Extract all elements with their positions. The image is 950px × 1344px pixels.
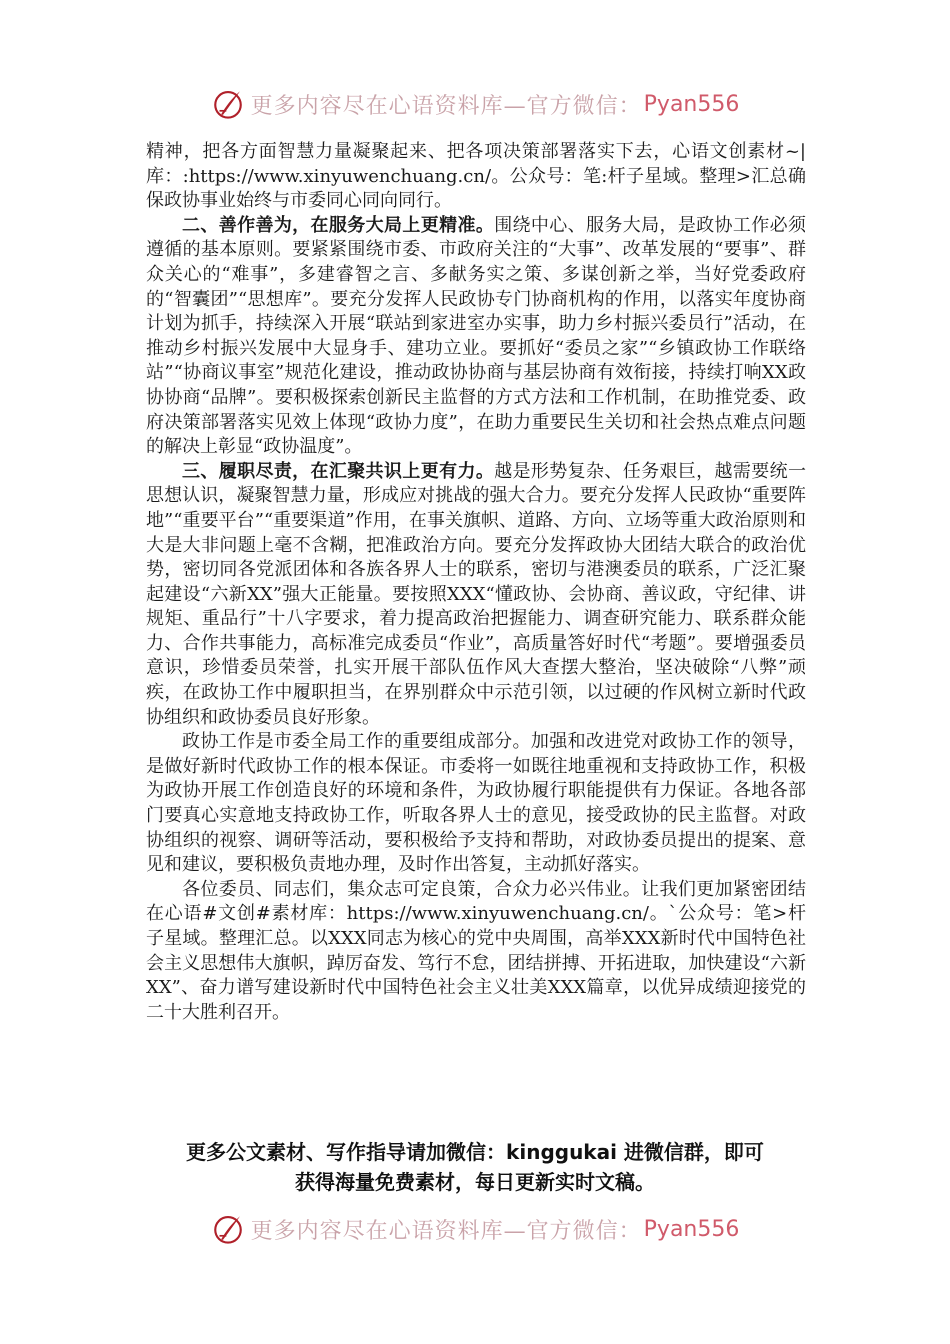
document-body bbox=[146, 140, 806, 1025]
paragraph-3-text: 越是形势复杂、任务艰巨，越需要统一思想认识，凝聚智慧力量，形成应对挑战的强大合力。要充分发挥人民政协“重要阵地”“重要平台”“重要渠道”作用，在事关旗帜、道路、方向、立场等重大政治原则和大是大非问题上毫不含糊，把准政治方向。要充分发挥政协大团结大联合的政治优势，密切同各党派团体和各族各界人士的联系，密切与港澳委员的联系，广泛汇聚起建设“六新XX”强大正能量。要按照XXX“懂政协、会协商、善议政，守纪律、讲规矩、重品行”十八字要求，着力提高政治把握能力、调查研究能力、联系群众能力、合作共事能力，高标准完成委员“作业”，高质量答好时代“考题”。要增强委员意识，珍惜委员荣誉，扎实开展干部队伍作风大查摆大整治，坚决破除“八弊”顽疾，在政协工作中履职担当，在界别群众中示范引领，以过硬的作风树立新时代政协组织和政协委员良好形象。 bbox=[146, 460, 807, 728]
footer-promo bbox=[120, 1137, 830, 1197]
paragraph-5 bbox=[146, 878, 806, 1026]
footer-banner bbox=[0, 1207, 950, 1251]
banner-wechat-id: Pyan556 bbox=[643, 91, 740, 117]
paragraph-1-text: 精神，把各方面智慧力量凝聚起来、把各项决策部署落实下去，心语文创素材~|库：:https://www.xinyuwenchuang.cn/。公众号：笔:杆子星域。整理>汇总确保政协事业始终与市委同心同向同行。 bbox=[146, 141, 806, 212]
header-banner bbox=[0, 82, 950, 126]
quill-logo-icon bbox=[211, 87, 245, 121]
paragraph-2 bbox=[146, 214, 806, 460]
footer-line-1: 更多公文素材、写作指导请加微信：kinggukai 进微信群，即可 bbox=[186, 1140, 764, 1164]
quill-logo-icon bbox=[211, 1212, 245, 1246]
paragraph-5-text: 各位委员、同志们，集众志可定良策，合众力必兴伟业。让我们更加紧密团结在心语#文创#素材库：https://www.xinyuwenchuang.cn/。`公众号：笔>杆子星域。整理汇总。以XXX同志为核心的党中央周围，高举XXX新时代中国特色社会主义思想伟大旗帜，踔厉奋发、笃行不怠，团结拼搏、开拓进取，加快建设“六新XX”、奋力谱写建设新时代中国特色社会主义壮美XXX篇章，以优异成绩迎接党的二十大胜利召开。 bbox=[146, 878, 806, 1023]
paragraph-4 bbox=[146, 730, 806, 878]
section-heading-2: 二、善作善为，在服务大局上更精准。 bbox=[182, 214, 495, 236]
paragraph-2-text: 围绕中心、服务大局，是政协工作必须遵循的基本原则。要紧紧围绕市委、市政府关注的“大事”、改革发展的“要事”、群众关心的“难事”，多建睿智之言、多献务实之策、多谋创新之举，当好党委政府的“智囊团”“思想库”。要充分发挥人民政协专门协商机构的作用，以落实年度协商计划为抓手，持续深入开展“联站到家进室办实事，助力乡村振兴委员行”活动，在推动乡村振兴发展中大显身手、建功立业。要抓好“委员之家”“乡镇政协工作联络站”“协商议事室”规范化建设，推动政协协商与基层协商有效衔接，持续打响XX政协协商“品牌”。要积极探索创新民主监督的方式方法和工作机制，在助推党委、政府决策部署落实见效上体现“政协力度”，在助力重要民生关切和社会热点难点问题的解决上彰显“政协温度”。 bbox=[146, 214, 807, 458]
section-heading-3: 三、履职尽责，在汇聚共识上更有力。 bbox=[182, 460, 495, 482]
paragraph-3 bbox=[146, 460, 806, 731]
banner-text: 更多内容尽在心语资料库—官方微信： bbox=[250, 1218, 642, 1244]
banner-text: 更多内容尽在心语资料库—官方微信： bbox=[250, 93, 642, 119]
paragraph-4-text: 政协工作是市委全局工作的重要组成部分。加强和改进党对政协工作的领导，是做好新时代政协工作的根本保证。市委将一如既往地重视和支持政协工作，积极为政协开展工作创造良好的环境和条件，为政协履行职能提供有力保证。各地各部门要真心实意地支持政协工作，听取各界人士的意见，接受政协的民主监督。对政协组织的视察、调研等活动，要积极给予支持和帮助，对政协委员提出的提案、意见和建议，要积极负责地办理，及时作出答复，主动抓好落实。 bbox=[146, 731, 806, 876]
banner-wechat-id: Pyan556 bbox=[643, 1216, 740, 1242]
footer-line-2: 获得海量免费素材，每日更新实时文稿。 bbox=[295, 1170, 655, 1194]
paragraph-1 bbox=[146, 140, 806, 214]
